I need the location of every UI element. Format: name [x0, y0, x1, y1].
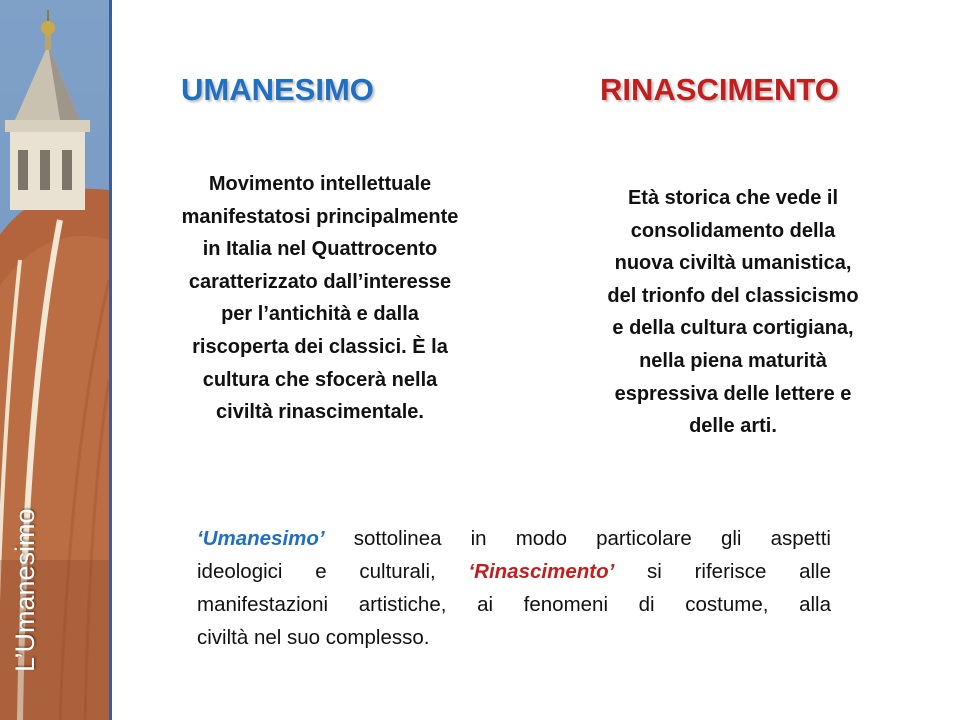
text-line: riscoperta dei classici. È la [192, 335, 448, 358]
summary-line [197, 555, 831, 588]
text-line: manifestatosi principalmente [181, 205, 459, 228]
heading-rinascimento: RINASCIMENTO [600, 72, 839, 107]
summary-text: si riferisce alle [614, 560, 831, 583]
text-line: nella piena maturità [639, 349, 827, 372]
keyword-umanesimo: ‘Umanesimo’ [197, 527, 325, 550]
text-line: civiltà rinascimentale. [216, 401, 424, 424]
sidebar-border [109, 0, 112, 720]
text-line: per l’antichità e dalla [221, 303, 419, 326]
text-line: del trionfo del classicismo [607, 284, 859, 307]
text-line: espressiva delle lettere e [614, 382, 852, 405]
text-line: consolidamento della [630, 219, 836, 242]
definition-rinascimento [578, 182, 888, 443]
text-line: cultura che sfocerà nella [202, 368, 438, 391]
text-line: delle arti. [689, 415, 777, 438]
heading-umanesimo: UMANESIMO [181, 72, 374, 107]
summary-line [197, 522, 831, 555]
text-line: nuova civiltà umanistica, [614, 252, 852, 275]
text-line: e della cultura cortigiana, [612, 317, 854, 340]
text-line: in Italia nel Quattrocento [202, 238, 438, 261]
sidebar-title: L’Umanesimo [10, 508, 40, 672]
definition-umanesimo [150, 168, 490, 429]
sidebar-image-panel [0, 0, 109, 720]
keyword-rinascimento: ‘Rinascimento’ [468, 560, 615, 583]
summary-paragraph [197, 522, 831, 654]
summary-text: ideologici e culturali, [197, 560, 469, 583]
summary-text: sottolinea in modo particolare gli aspetti [324, 527, 831, 550]
text-line: Età storica che vede il [627, 187, 839, 209]
text-line: Movimento intellettuale [208, 173, 432, 195]
summary-line: manifestazioni artistiche, ai fenomeni di costume, alla [197, 593, 831, 616]
text-line: caratterizzato dall’interesse [188, 270, 452, 293]
summary-line: civiltà nel suo complesso. [197, 626, 430, 649]
